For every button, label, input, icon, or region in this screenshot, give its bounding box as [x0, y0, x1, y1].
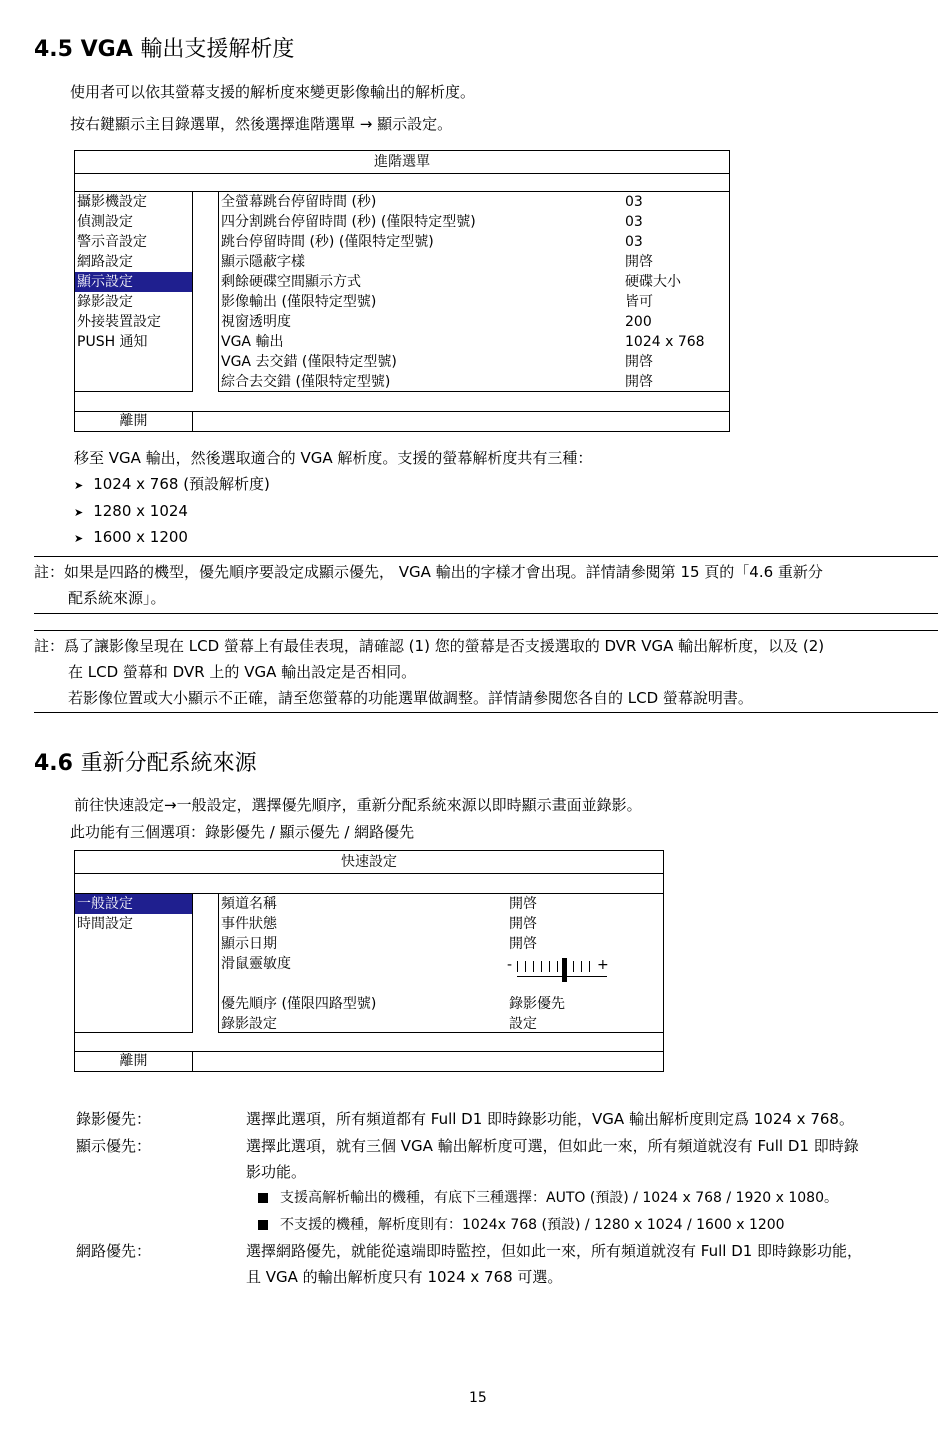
note-top-rule: [34, 556, 938, 557]
setting-row[interactable]: [219, 994, 663, 1014]
slider-tick: [517, 961, 518, 972]
display-bullet-2: [258, 1215, 785, 1235]
setting-label: 視窗透明度: [221, 314, 291, 330]
setting-value[interactable]: 200: [625, 314, 652, 330]
note-top-rule: [34, 630, 938, 631]
setting-row[interactable]: [219, 372, 729, 392]
resolution-item: [74, 474, 270, 496]
options-intro: 此功能有三個選項：錄影優先 / 顯示優先 / 網路優先: [70, 823, 415, 841]
menu-item[interactable]: 顯示設定: [75, 272, 192, 292]
menu-item[interactable]: 警示音設定: [77, 234, 147, 250]
resolution-item: [74, 527, 188, 549]
setting-row[interactable]: [219, 292, 729, 312]
setting-row[interactable]: [219, 894, 663, 914]
setting-row[interactable]: [219, 332, 729, 352]
slider-tick: [581, 961, 582, 972]
setting-label: 顯示日期: [221, 936, 277, 952]
slider-ticks: [517, 961, 595, 973]
display-bullet-1: [258, 1188, 838, 1208]
display-priority-label: 顯示優先：: [76, 1137, 152, 1155]
setting-label: 綜合去交錯 (僅限特定型號): [221, 374, 391, 390]
slider-tick: [525, 961, 526, 972]
record-priority-desc: 選擇此選項，所有頻道都有 Full D1 即時錄影功能，VGA 輸出解析度則定爲 1024 x 768。: [246, 1110, 854, 1128]
setting-label: 全螢幕跳台停留時間 (秒): [221, 194, 377, 210]
slider-minus: -: [507, 957, 513, 973]
menu-item[interactable]: 時間設定: [77, 916, 133, 932]
leave-button[interactable]: 離開: [74, 411, 193, 432]
setting-row[interactable]: [219, 934, 663, 954]
slider-tick: [541, 961, 542, 972]
setting-label: 四分割跳台停留時間 (秒) (僅限特定型號): [221, 214, 476, 230]
display-priority-desc: 選擇此選項，就有三個 VGA 輸出解析度可選，但如此一來，所有頻道就沒有 Full D1 即時錄: [246, 1137, 859, 1155]
setting-label: 錄影設定: [221, 1016, 277, 1032]
slider-tick: [557, 961, 558, 972]
advanced-menu-panel: [74, 150, 730, 432]
setting-row[interactable]: [219, 352, 729, 372]
setting-label: 滑鼠靈敏度: [221, 956, 291, 972]
setting-row[interactable]: [219, 252, 729, 272]
setting-value[interactable]: 開啓: [509, 896, 537, 912]
setting-value[interactable]: 03: [625, 194, 643, 210]
panel-title: 進階選單: [75, 151, 729, 174]
square-bullet-icon: [258, 1220, 268, 1230]
setting-label: 顯示隱蔽字樣: [221, 254, 305, 270]
arrow-bullet-icon: ➤: [74, 479, 84, 492]
setting-label: 跳台停留時間 (秒) (僅限特定型號): [221, 234, 434, 250]
setting-value[interactable]: 皆可: [625, 294, 653, 310]
arrow-bullet-icon: ➤: [74, 532, 84, 545]
setting-value[interactable]: 錄影優先: [509, 996, 565, 1012]
network-priority-desc: 選擇網路優先，就能從遠端即時監控，但如此一來，所有頻道就沒有 Full D1 即時錄影功能，: [246, 1242, 863, 1260]
setting-value[interactable]: 開啓: [625, 254, 653, 270]
setting-value[interactable]: 開啓: [509, 936, 537, 952]
heading-number: 4.6: [34, 751, 73, 776]
setting-label: 頻道名稱: [221, 896, 277, 912]
arrow-bullet-icon: ➤: [74, 506, 84, 519]
setting-value[interactable]: 硬碟大小: [625, 274, 681, 290]
note-2-line-1: 註：爲了讓影像呈現在 LCD 螢幕上有最佳表現，請確認 (1) 您的螢幕是否支援選取的 DVR VGA 輸出解析度，以及 (2): [34, 637, 825, 655]
setting-label: 剩餘硬碟空間顯示方式: [221, 274, 361, 290]
vga-instruction: 移至 VGA 輸出，然後選取適合的 VGA 解析度。支援的螢幕解析度共有三種：: [74, 449, 593, 467]
setting-value[interactable]: 設定: [509, 1016, 537, 1032]
setting-label: VGA 輸出: [221, 334, 284, 350]
settings-list: [218, 191, 730, 392]
navigation-instruction: 按右鍵顯示主目錄選單，然後選擇進階選單 → 顯示設定。: [70, 115, 453, 133]
setting-value[interactable]: 1024 x 768: [625, 334, 705, 350]
setting-row[interactable]: [219, 312, 729, 332]
slider-tick: [573, 961, 574, 972]
side-menu: [74, 893, 193, 1033]
side-menu: [74, 191, 193, 392]
resolution-text: 1600 x 1200: [93, 528, 188, 546]
network-priority-label: 網路優先：: [76, 1242, 152, 1260]
setting-row[interactable]: [219, 232, 729, 252]
resolution-item: [74, 501, 188, 523]
setting-value[interactable]: 03: [625, 214, 643, 230]
menu-item[interactable]: 網路設定: [77, 254, 133, 270]
menu-item[interactable]: 偵測設定: [77, 214, 133, 230]
setting-value[interactable]: 開啓: [625, 354, 653, 370]
menu-item[interactable]: PUSH 通知: [77, 334, 148, 350]
setting-label: 影像輸出 (僅限特定型號): [221, 294, 377, 310]
resolution-text: 1280 x 1024: [93, 502, 188, 520]
section-4-5-heading: [34, 32, 294, 63]
settings-list: [218, 893, 664, 1033]
heading-text: 輸出支援解析度: [140, 37, 295, 62]
menu-item[interactable]: 一般設定: [75, 894, 192, 914]
setting-row[interactable]: [219, 1014, 663, 1034]
slider-tick: [549, 961, 550, 972]
menu-item[interactable]: 外接裝置設定: [77, 314, 161, 330]
panel-title: 快速設定: [75, 851, 663, 874]
slider-tick: [589, 961, 590, 972]
note-bottom-rule: [34, 613, 938, 614]
resolution-text: 1024 x 768 (預設解析度): [93, 475, 270, 493]
display-priority-desc-cont: 影功能。: [246, 1163, 307, 1181]
setting-value[interactable]: 03: [625, 234, 643, 250]
navigation-instruction: 前往快速設定→一般設定，選擇優先順序，重新分配系統來源以即時顯示畫面並錄影。: [74, 796, 642, 814]
note-2-line-2: 在 LCD 螢幕和 DVR 上的 VGA 輸出設定是否相同。: [68, 663, 417, 681]
quick-settings-panel: [74, 850, 664, 1072]
leave-button[interactable]: 離開: [74, 1051, 193, 1072]
setting-label: 事件狀態: [221, 916, 277, 932]
mouse-sensitivity-slider[interactable]: [507, 956, 617, 986]
slider-tick: [533, 961, 534, 972]
setting-row[interactable]: [219, 272, 729, 292]
note-bottom-rule: [34, 712, 938, 713]
setting-row[interactable]: [219, 212, 729, 232]
note-2-line-3: 若影像位置或大小顯示不正確，請至您螢幕的功能選單做調整。詳情請參閱您各自的 LCD 螢幕說明書。: [68, 689, 753, 707]
section-4-6-heading: [34, 746, 257, 777]
slider-plus: +: [597, 957, 609, 973]
slider-thumb[interactable]: [562, 958, 567, 982]
heading-number: 4.5 VGA: [34, 37, 133, 62]
heading-text: 重新分配系統來源: [80, 751, 257, 776]
square-bullet-icon: [258, 1193, 268, 1203]
setting-row[interactable]: [219, 192, 729, 212]
page-number: 15: [469, 1390, 487, 1406]
setting-value[interactable]: 開啓: [509, 916, 537, 932]
setting-row[interactable]: [219, 914, 663, 934]
setting-label: VGA 去交錯 (僅限特定型號): [221, 354, 397, 370]
bullet-text: 不支援的機種，解析度則有：1024x 768 (預設) / 1280 x 1024 / 1600 x 1200: [280, 1217, 785, 1233]
setting-label: 優先順序 (僅限四路型號): [221, 996, 377, 1012]
bullet-text: 支援高解析輸出的機種，有底下三種選擇：AUTO (預設) / 1024 x 768 / 1920 x 1080。: [280, 1190, 838, 1206]
network-priority-desc-cont: 且 VGA 的輸出解析度只有 1024 x 768 可選。: [246, 1268, 563, 1286]
intro-paragraph: 使用者可以依其螢幕支援的解析度來變更影像輸出的解析度。: [70, 83, 476, 101]
menu-item[interactable]: 錄影設定: [77, 294, 133, 310]
menu-item[interactable]: 攝影機設定: [77, 194, 147, 210]
note-1-line-1: 註：如果是四路的機型，優先順序要設定成顯示優先， VGA 輸出的字樣才會出現。詳情請參閱第 15 頁的「4.6 重新分: [34, 563, 823, 581]
setting-value[interactable]: 開啓: [625, 374, 653, 390]
note-1-line-2: 配系統來源」。: [68, 589, 166, 607]
record-priority-label: 錄影優先：: [76, 1110, 152, 1128]
